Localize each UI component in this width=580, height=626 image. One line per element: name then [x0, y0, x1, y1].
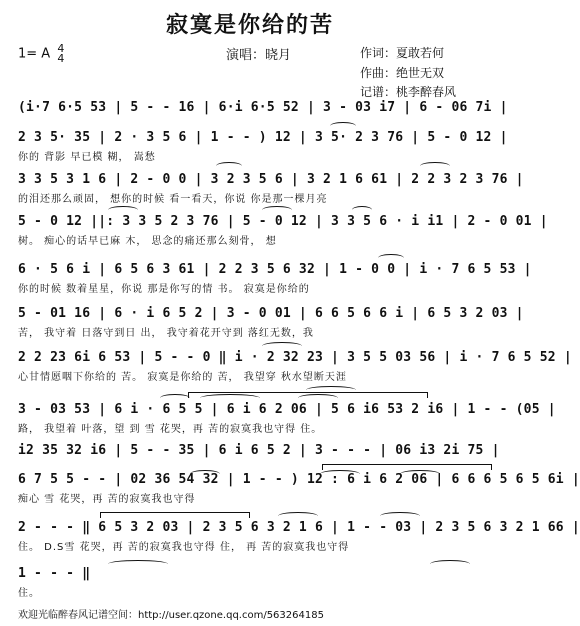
- volta-bracket: [188, 392, 428, 398]
- lyrics-line: 路， 我望着 叶落，望 到 雪 花哭，再 苦的寂寞我也守得 住。: [18, 424, 323, 435]
- music-line: 2 2 23 6i 6 53 | 5 - - 0 ‖ i · 2 32 23 | 3 5 5 03 56 | i · 7 6 5 52 |: [18, 350, 572, 365]
- lyricist-credit: 作词：夏敢若何: [360, 46, 445, 60]
- slur-mark: [330, 122, 356, 130]
- time-signature-bottom: 4: [57, 52, 65, 65]
- music-line: 2 - - - ‖ 6 5 3 2 03 | 2 3 5 6 3 2 1 6 | 1 - - 03 | 2 3 5 6 3 2 1 66 |: [18, 520, 580, 535]
- time-signature-top: 4: [57, 42, 65, 55]
- time-signature: [57, 44, 64, 64]
- lyrics-line: 你的时候 数着星星，你说 那是你写的情 书。 寂寞是你给的: [18, 284, 310, 295]
- lyrics-line: 痴心 雪 花哭，再 苦的寂寞我也守得: [18, 494, 196, 505]
- music-line: i2 35 32 i6 | 5 - - 35 | 6 i 6 5 2 | 3 - - - | 06 i3 2i 75 |: [18, 443, 500, 458]
- volta-bracket: [100, 512, 250, 518]
- music-line: 6 · 5 6 i | 6 5 6 3 61 | 2 2 3 5 6 32 | 1 - 0 0 | i · 7 6 5 53 |: [18, 262, 532, 277]
- slur-mark: [400, 470, 440, 478]
- lyrics-line: 住。: [18, 588, 40, 599]
- music-line: 3 3 5 3 1 6 | 2 - 0 0 | 3 2 3 5 6 | 3 2 1 6 61 | 2 2 3 2 3 76 |: [18, 172, 524, 187]
- lyrics-line: 苦， 我守着 日落守到日 出， 我守着花开守到 落红无数，我: [18, 328, 314, 339]
- slur-mark: [430, 560, 470, 568]
- slur-mark: [190, 470, 220, 478]
- music-line: 2 3 5· 35 | 2 · 3 5 6 | 1 - - ) 12 | 3 5· 2 3 76 | 5 - 0 12 |: [18, 130, 508, 145]
- volta-bracket: [322, 464, 492, 470]
- slur-mark: [320, 470, 360, 478]
- lyrics-line: 树。 痴心的话早已麻 木， 思念的痛还那么刻骨， 想: [18, 236, 277, 247]
- footer-note: 欢迎光临醉春风记谱空间：http://user.qzone.qq.com/563264185: [18, 610, 324, 621]
- lyrics-line: 的泪还那么顽固， 想你的时候 看一看天，你说 你是那一棵月亮: [18, 194, 328, 205]
- music-line: 1 - - - ‖: [18, 566, 91, 581]
- key-label: 1= A: [18, 46, 51, 62]
- slur-mark: [216, 162, 242, 170]
- music-line: 6 7 5 5 - - | 02 36 54 32 | 1 - - ) 12 : 6 i 6 2 06 | 6 6 6 5 6 5 6i |: [18, 472, 580, 487]
- lyrics-line: 心甘情愿咽下你给的 苦。 寂寞是你给的 苦， 我望穿 秋水望断天涯: [18, 372, 347, 383]
- music-line: 3 - 03 53 | 6 i · 6 5 5 | 6 i 6 2 06 | 5 6 i6 53 2 i6 | 1 - - (05 |: [18, 402, 556, 417]
- music-line: (i·7 6·5 53 | 5 - - 16 | 6·i 6·5 52 | 3 - 03 i7 | 6 - 06 7i |: [18, 100, 508, 115]
- lyrics-line: 你的 背影 早已模 糊， 嵩愁: [18, 152, 156, 163]
- slur-mark: [278, 512, 318, 520]
- transcriber-credit: 记谱：桃李醉春风: [360, 85, 457, 99]
- composer-credit: 作曲：绝世无双: [360, 66, 445, 80]
- key-signature: [18, 44, 64, 64]
- slur-mark: [378, 254, 404, 262]
- slur-mark: [108, 560, 168, 568]
- song-title: 寂寞是你给的苦: [165, 12, 334, 38]
- slur-mark: [160, 394, 190, 402]
- slur-mark: [420, 162, 450, 170]
- lyrics-line: 住。 D.S雪 花哭，再 苦的寂寞我也守得 住， 再 苦的寂寞我也守得: [18, 542, 350, 553]
- slur-mark: [380, 512, 420, 520]
- slur-mark: [352, 206, 372, 214]
- singer-credit: 演唱：晓月: [226, 48, 292, 63]
- music-line: 5 - 0 12 ||: 3 3 5 2 3 76 | 5 - 0 12 | 3 3 5 6 · i i1 | 2 - 0 01 |: [18, 214, 548, 229]
- slur-mark: [262, 206, 292, 214]
- music-line: 5 - 01 16 | 6 · i 6 5 2 | 3 - 0 01 | 6 6 5 6 6 i | 6 5 3 2 03 |: [18, 306, 524, 321]
- slur-mark: [262, 342, 302, 350]
- slur-mark: [108, 206, 138, 214]
